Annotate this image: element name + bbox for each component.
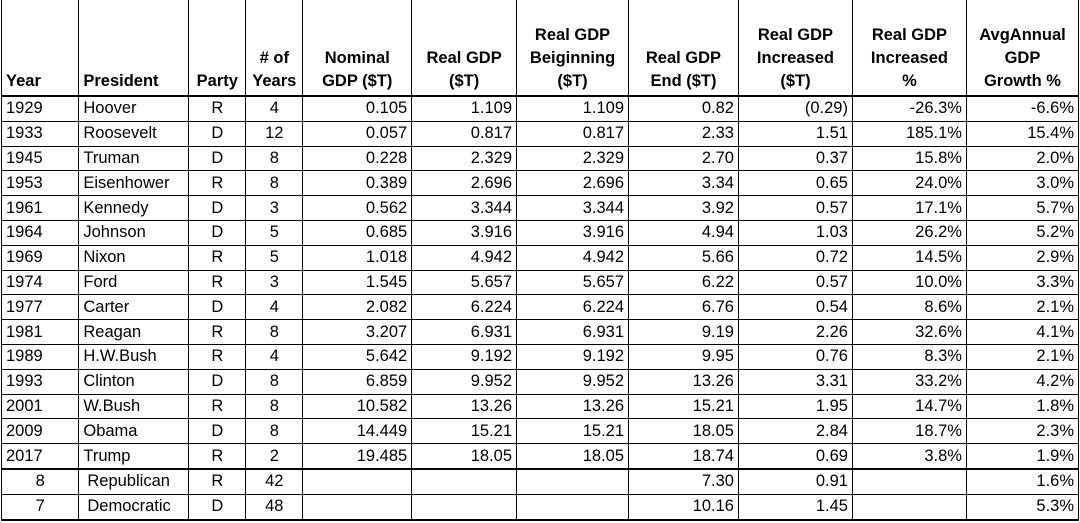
cell-real-gdp-end: 2.33 (629, 121, 739, 146)
table-row (2, 270, 1079, 295)
table-row (2, 220, 1079, 245)
cell-real-gdp-end: 3.34 (629, 171, 739, 196)
cell-real-gdp: 6.224 (412, 295, 517, 320)
cell-party: R (189, 444, 246, 469)
cell-num-years: 8 (246, 171, 303, 196)
cell-nominal-gdp: 0.057 (303, 121, 412, 146)
cell-num-years: 12 (246, 121, 303, 146)
cell-real-gdp: 1.109 (412, 96, 517, 121)
cell-real-gdp-increased-pct: 185.1% (852, 121, 966, 146)
cell-real-gdp-end: 18.05 (629, 419, 739, 444)
cell-president: Nixon (79, 245, 189, 270)
cell-party: D (189, 295, 246, 320)
summary-num-years: 48 (246, 494, 303, 519)
cell-num-years: 8 (246, 369, 303, 394)
summary-empty-cell (303, 494, 412, 519)
cell-nominal-gdp: 0.105 (303, 96, 412, 121)
cell-real-gdp-increased: 0.57 (738, 270, 852, 295)
cell-real-gdp: 4.942 (412, 245, 517, 270)
cell-nominal-gdp: 1.545 (303, 270, 412, 295)
cell-president: Carter (79, 295, 189, 320)
table-row (2, 344, 1079, 369)
cell-real-gdp-beginning: 9.192 (517, 344, 629, 369)
table-row (2, 394, 1079, 419)
cell-real-gdp-increased: 0.65 (738, 171, 852, 196)
cell-party: R (189, 245, 246, 270)
cell-president: Obama (79, 419, 189, 444)
cell-real-gdp-beginning: 9.952 (517, 369, 629, 394)
cell-avg-growth: 2.3% (966, 419, 1078, 444)
table-row (2, 171, 1079, 196)
summary-empty-cell (412, 494, 517, 519)
cell-real-gdp-end: 6.76 (629, 295, 739, 320)
cell-real-gdp: 2.329 (412, 146, 517, 171)
table-body (2, 96, 1079, 520)
cell-avg-growth: 5.2% (966, 220, 1078, 245)
cell-real-gdp-increased-pct: 8.3% (852, 344, 966, 369)
cell-real-gdp-increased-pct: 3.8% (852, 444, 966, 469)
cell-real-gdp: 9.192 (412, 344, 517, 369)
summary-real-gdp-end: 7.30 (629, 469, 739, 494)
cell-num-years: 5 (246, 220, 303, 245)
summary-party: R (189, 469, 246, 494)
cell-president: H.W.Bush (79, 344, 189, 369)
summary-empty-cell (412, 469, 517, 494)
cell-nominal-gdp: 0.389 (303, 171, 412, 196)
summary-empty-cell (852, 469, 966, 494)
cell-party: D (189, 121, 246, 146)
cell-real-gdp: 6.931 (412, 320, 517, 345)
header-party: Party (189, 0, 246, 96)
cell-year: 1981 (2, 320, 79, 345)
cell-real-gdp-end: 9.19 (629, 320, 739, 345)
cell-real-gdp-increased: 0.57 (738, 196, 852, 221)
cell-party: R (189, 96, 246, 121)
cell-party: D (189, 419, 246, 444)
cell-num-years: 5 (246, 245, 303, 270)
cell-real-gdp-beginning: 1.109 (517, 96, 629, 121)
cell-year: 1961 (2, 196, 79, 221)
cell-real-gdp-end: 4.94 (629, 220, 739, 245)
table-row (2, 196, 1079, 221)
presidents-gdp-table (1, 0, 1079, 521)
header-president: President (79, 0, 189, 96)
table-row (2, 146, 1079, 171)
cell-year: 1993 (2, 369, 79, 394)
cell-party: R (189, 270, 246, 295)
cell-real-gdp: 3.344 (412, 196, 517, 221)
cell-real-gdp-increased: 0.69 (738, 444, 852, 469)
cell-nominal-gdp: 19.485 (303, 444, 412, 469)
cell-year: 1953 (2, 171, 79, 196)
cell-num-years: 8 (246, 146, 303, 171)
cell-real-gdp-beginning: 2.696 (517, 171, 629, 196)
cell-avg-growth: 1.8% (966, 394, 1078, 419)
cell-real-gdp-increased-pct: -26.3% (852, 96, 966, 121)
header-real-gdp-increased: Real GDP Increased ($T) (738, 0, 852, 96)
cell-real-gdp-increased: 0.37 (738, 146, 852, 171)
summary-real-gdp-increased: 1.45 (738, 494, 852, 519)
cell-party: D (189, 220, 246, 245)
cell-real-gdp-beginning: 5.657 (517, 270, 629, 295)
summary-avg-growth: 1.6% (966, 469, 1078, 494)
cell-avg-growth: 5.7% (966, 196, 1078, 221)
cell-real-gdp-increased: 0.72 (738, 245, 852, 270)
cell-avg-growth: 15.4% (966, 121, 1078, 146)
cell-real-gdp-increased-pct: 10.0% (852, 270, 966, 295)
cell-president: Truman (79, 146, 189, 171)
cell-nominal-gdp: 1.018 (303, 245, 412, 270)
cell-year: 2017 (2, 444, 79, 469)
cell-real-gdp-increased-pct: 24.0% (852, 171, 966, 196)
cell-avg-growth: 3.3% (966, 270, 1078, 295)
cell-real-gdp: 5.657 (412, 270, 517, 295)
summary-row (2, 469, 1079, 494)
cell-real-gdp: 0.817 (412, 121, 517, 146)
cell-president: Ford (79, 270, 189, 295)
header-year: Year (2, 0, 79, 96)
summary-empty-cell (517, 494, 629, 519)
cell-year: 1929 (2, 96, 79, 121)
header-num-years: # of Years (246, 0, 303, 96)
summary-empty-cell (852, 494, 966, 519)
cell-year: 1989 (2, 344, 79, 369)
cell-nominal-gdp: 6.859 (303, 369, 412, 394)
cell-real-gdp-end: 18.74 (629, 444, 739, 469)
cell-nominal-gdp: 5.642 (303, 344, 412, 369)
cell-real-gdp-end: 2.70 (629, 146, 739, 171)
cell-real-gdp: 3.916 (412, 220, 517, 245)
cell-party: D (189, 369, 246, 394)
cell-president: Clinton (79, 369, 189, 394)
summary-num-years: 42 (246, 469, 303, 494)
cell-real-gdp-increased-pct: 33.2% (852, 369, 966, 394)
cell-nominal-gdp: 3.207 (303, 320, 412, 345)
cell-real-gdp-end: 15.21 (629, 394, 739, 419)
table-row (2, 295, 1079, 320)
cell-real-gdp-increased-pct: 15.8% (852, 146, 966, 171)
cell-nominal-gdp: 14.449 (303, 419, 412, 444)
header-avg-annual-growth: AvgAnnual GDP Growth % (966, 0, 1078, 96)
cell-party: R (189, 394, 246, 419)
cell-president: Reagan (79, 320, 189, 345)
cell-real-gdp-beginning: 4.942 (517, 245, 629, 270)
table-row (2, 121, 1079, 146)
cell-year: 2001 (2, 394, 79, 419)
cell-real-gdp: 13.26 (412, 394, 517, 419)
cell-nominal-gdp: 0.228 (303, 146, 412, 171)
summary-real-gdp-increased: 0.91 (738, 469, 852, 494)
cell-avg-growth: 2.9% (966, 245, 1078, 270)
cell-real-gdp-beginning: 13.26 (517, 394, 629, 419)
cell-avg-growth: 4.1% (966, 320, 1078, 345)
cell-avg-growth: 2.0% (966, 146, 1078, 171)
cell-party: D (189, 196, 246, 221)
cell-year: 1964 (2, 220, 79, 245)
cell-real-gdp-end: 6.22 (629, 270, 739, 295)
cell-num-years: 4 (246, 344, 303, 369)
cell-real-gdp-increased: (0.29) (738, 96, 852, 121)
cell-nominal-gdp: 0.685 (303, 220, 412, 245)
cell-nominal-gdp: 10.582 (303, 394, 412, 419)
header-real-gdp-beginning: Real GDP Beiginning ($T) (517, 0, 629, 96)
cell-real-gdp-increased: 1.03 (738, 220, 852, 245)
header-real-gdp-increased-pct: Real GDP Increased % (852, 0, 966, 96)
cell-avg-growth: -6.6% (966, 96, 1078, 121)
cell-real-gdp-beginning: 3.344 (517, 196, 629, 221)
summary-party: D (189, 494, 246, 519)
summary-real-gdp-end: 10.16 (629, 494, 739, 519)
cell-year: 2009 (2, 419, 79, 444)
cell-num-years: 8 (246, 419, 303, 444)
cell-real-gdp-increased: 3.31 (738, 369, 852, 394)
cell-avg-growth: 2.1% (966, 295, 1078, 320)
cell-avg-growth: 3.0% (966, 171, 1078, 196)
cell-real-gdp-end: 5.66 (629, 245, 739, 270)
cell-num-years: 8 (246, 394, 303, 419)
cell-president: Hoover (79, 96, 189, 121)
cell-num-years: 2 (246, 444, 303, 469)
cell-avg-growth: 1.9% (966, 444, 1078, 469)
cell-real-gdp-increased: 0.54 (738, 295, 852, 320)
cell-real-gdp-increased-pct: 14.7% (852, 394, 966, 419)
cell-party: R (189, 344, 246, 369)
cell-party: R (189, 320, 246, 345)
header-nominal-gdp: Nominal GDP ($T) (303, 0, 412, 96)
cell-num-years: 3 (246, 196, 303, 221)
cell-year: 1969 (2, 245, 79, 270)
cell-nominal-gdp: 2.082 (303, 295, 412, 320)
cell-real-gdp: 9.952 (412, 369, 517, 394)
cell-num-years: 4 (246, 295, 303, 320)
cell-real-gdp-beginning: 18.05 (517, 444, 629, 469)
cell-real-gdp-increased-pct: 14.5% (852, 245, 966, 270)
cell-real-gdp-end: 9.95 (629, 344, 739, 369)
cell-avg-growth: 2.1% (966, 344, 1078, 369)
cell-president: Trump (79, 444, 189, 469)
table-row (2, 444, 1079, 469)
summary-avg-growth: 5.3% (966, 494, 1078, 519)
table-row (2, 419, 1079, 444)
cell-party: R (189, 171, 246, 196)
cell-real-gdp: 2.696 (412, 171, 517, 196)
cell-nominal-gdp: 0.562 (303, 196, 412, 221)
summary-count: 8 (2, 469, 79, 494)
summary-empty-cell (303, 469, 412, 494)
cell-real-gdp-increased-pct: 17.1% (852, 196, 966, 221)
cell-president: W.Bush (79, 394, 189, 419)
cell-real-gdp-increased: 1.95 (738, 394, 852, 419)
cell-president: Eisenhower (79, 171, 189, 196)
cell-real-gdp: 15.21 (412, 419, 517, 444)
cell-real-gdp-end: 3.92 (629, 196, 739, 221)
cell-num-years: 8 (246, 320, 303, 345)
cell-avg-growth: 4.2% (966, 369, 1078, 394)
summary-empty-cell (517, 469, 629, 494)
cell-real-gdp-beginning: 6.931 (517, 320, 629, 345)
cell-real-gdp-beginning: 15.21 (517, 419, 629, 444)
cell-year: 1977 (2, 295, 79, 320)
cell-real-gdp-increased-pct: 18.7% (852, 419, 966, 444)
cell-real-gdp-end: 13.26 (629, 369, 739, 394)
header-row (2, 0, 1079, 96)
summary-count: 7 (2, 494, 79, 519)
cell-num-years: 4 (246, 96, 303, 121)
cell-real-gdp-beginning: 2.329 (517, 146, 629, 171)
cell-real-gdp-beginning: 0.817 (517, 121, 629, 146)
cell-num-years: 3 (246, 270, 303, 295)
table-row (2, 96, 1079, 121)
cell-year: 1933 (2, 121, 79, 146)
cell-president: Kennedy (79, 196, 189, 221)
cell-real-gdp-increased: 1.51 (738, 121, 852, 146)
cell-real-gdp-end: 0.82 (629, 96, 739, 121)
cell-real-gdp-increased-pct: 32.6% (852, 320, 966, 345)
cell-real-gdp-increased: 2.84 (738, 419, 852, 444)
cell-real-gdp-increased: 0.76 (738, 344, 852, 369)
cell-real-gdp-increased-pct: 8.6% (852, 295, 966, 320)
cell-real-gdp: 18.05 (412, 444, 517, 469)
table-row (2, 245, 1079, 270)
cell-party: D (189, 146, 246, 171)
summary-party-label: Republican (79, 469, 189, 494)
header-real-gdp-end: Real GDP End ($T) (629, 0, 739, 96)
cell-year: 1974 (2, 270, 79, 295)
cell-year: 1945 (2, 146, 79, 171)
summary-row (2, 494, 1079, 519)
cell-president: Johnson (79, 220, 189, 245)
cell-real-gdp-beginning: 3.916 (517, 220, 629, 245)
cell-real-gdp-beginning: 6.224 (517, 295, 629, 320)
table-row (2, 369, 1079, 394)
cell-president: Roosevelt (79, 121, 189, 146)
header-real-gdp: Real GDP ($T) (412, 0, 517, 96)
cell-real-gdp-increased-pct: 26.2% (852, 220, 966, 245)
cell-real-gdp-increased: 2.26 (738, 320, 852, 345)
summary-party-label: Democratic (79, 494, 189, 519)
table-row (2, 320, 1079, 345)
